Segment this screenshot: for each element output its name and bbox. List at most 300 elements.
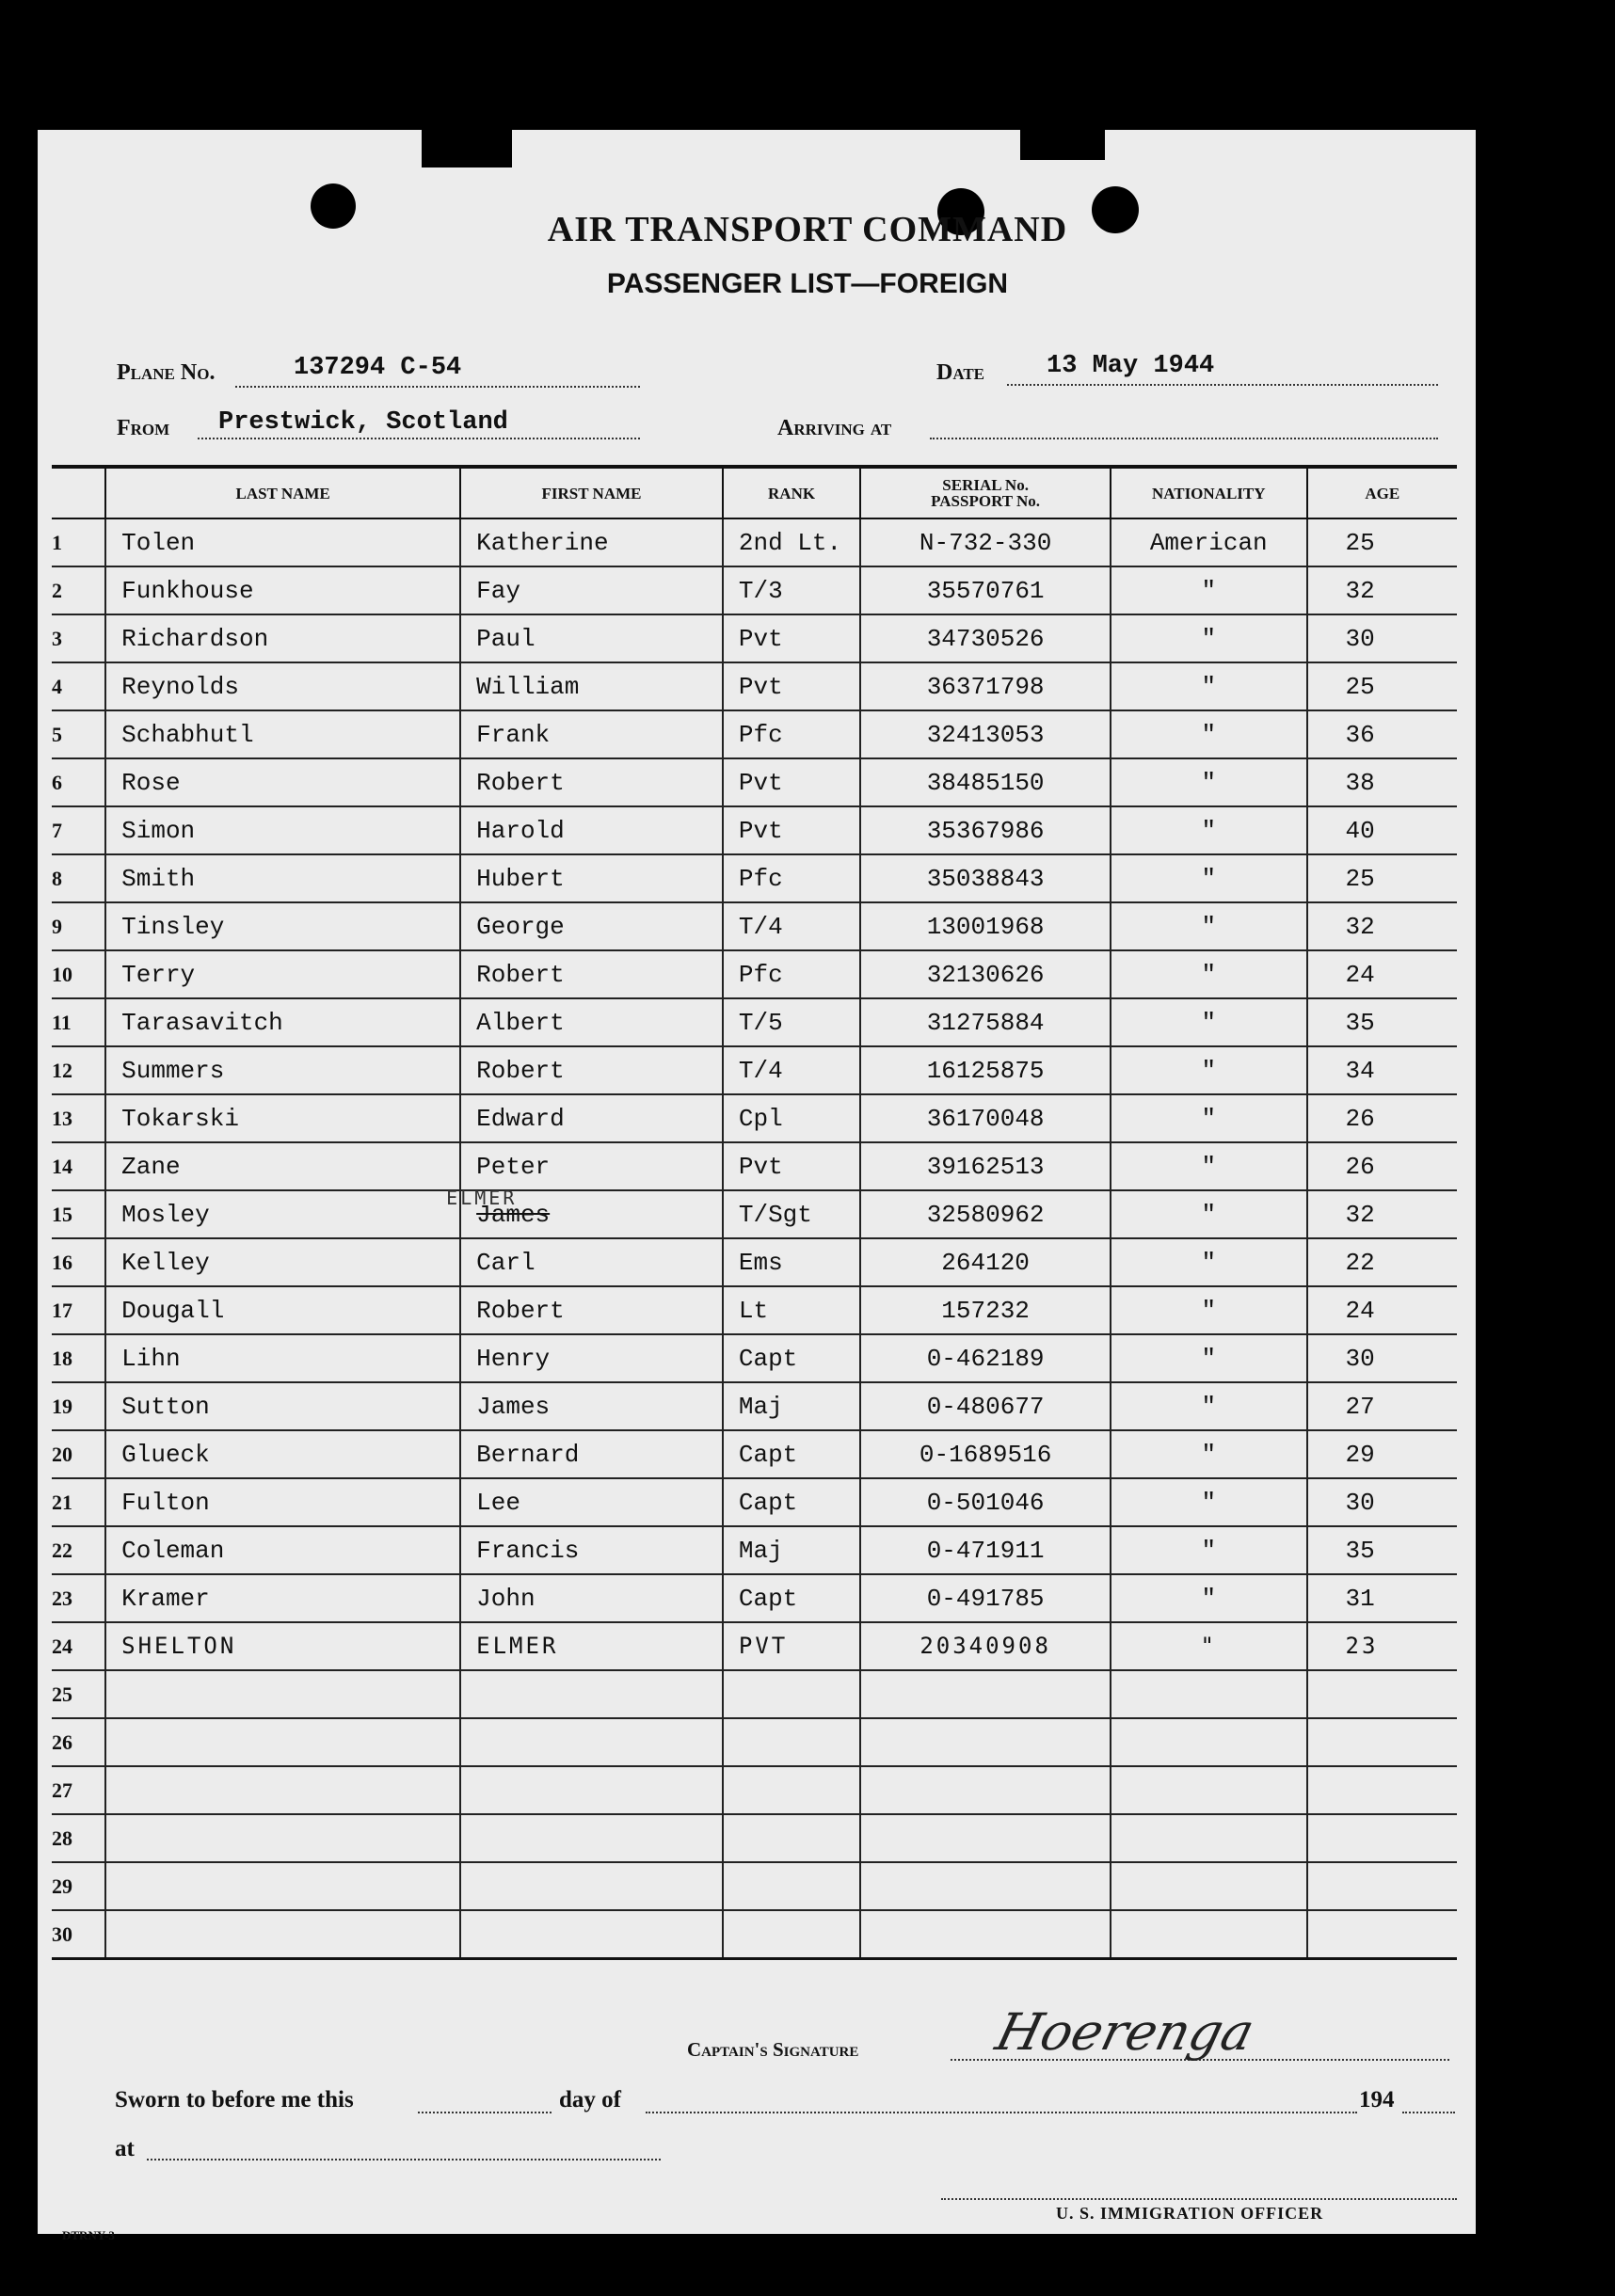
- cell-rank-text: T/4: [738, 1056, 783, 1085]
- table-row: [52, 1094, 1457, 1142]
- table-row: [52, 1334, 1457, 1382]
- cell-nationality: [1111, 1142, 1307, 1190]
- cell-age-text: 32: [1345, 912, 1375, 941]
- cell-serial-text: 34730526: [926, 624, 1045, 653]
- cell-first-name: [460, 1478, 723, 1526]
- cell-last-name: [105, 1142, 460, 1190]
- cell-first-name: [460, 902, 723, 950]
- cell-age: [1307, 1766, 1457, 1814]
- cell-nationality: [1111, 1574, 1307, 1622]
- row-number-text: 19: [52, 1394, 72, 1418]
- row-number: [52, 1382, 105, 1430]
- cell-age: [1307, 1094, 1457, 1142]
- captain-signature-label: Captain's Signature: [687, 2038, 859, 2061]
- cell-serial: [860, 1238, 1111, 1286]
- row-number-text: 6: [52, 770, 62, 794]
- cell-rank-text: Maj: [738, 1536, 783, 1565]
- cell-age-text: 30: [1345, 1344, 1375, 1373]
- row-number: [52, 662, 105, 710]
- cell-first-name: [460, 566, 723, 614]
- cell-last-name-text: Summers: [121, 1056, 225, 1085]
- row-number: [52, 1718, 105, 1766]
- cell-nationality-text: ": [1201, 1200, 1217, 1229]
- row-number-text: 20: [52, 1442, 72, 1466]
- row-number: [52, 1142, 105, 1190]
- table-row: [52, 998, 1457, 1046]
- table-row: [52, 518, 1457, 566]
- cell-last-name: [105, 1478, 460, 1526]
- row-number-text: 3: [52, 626, 62, 650]
- row-number-text: 30: [52, 1921, 72, 1946]
- cell-nationality-text: ": [1200, 1632, 1217, 1659]
- row-number-text: 14: [52, 1154, 72, 1178]
- cell-rank: [723, 1670, 860, 1718]
- cell-last-name: [105, 1238, 460, 1286]
- row-number: [52, 1910, 105, 1959]
- cell-serial: [860, 1142, 1111, 1190]
- row-number-text: 5: [52, 722, 62, 746]
- row-number: [52, 710, 105, 758]
- cell-last-name-text: Tolen: [121, 528, 196, 557]
- col-age: AGE: [1307, 467, 1457, 518]
- cell-first-name-text: Robert: [476, 768, 565, 797]
- cell-first-name-text: Edward: [476, 1104, 565, 1133]
- cell-first-name: [460, 1382, 723, 1430]
- row-number: [52, 1862, 105, 1910]
- cell-rank-text: Pvt: [738, 672, 783, 701]
- cell-last-name: [105, 662, 460, 710]
- cell-serial: [860, 1622, 1111, 1670]
- cell-rank-text: Capt: [738, 1584, 798, 1613]
- officer-label: U. S. IMMIGRATION OFFICER: [1056, 2204, 1324, 2223]
- cell-serial: [860, 1670, 1111, 1718]
- cell-serial: [860, 1526, 1111, 1574]
- cell-age-text: 34: [1345, 1056, 1375, 1085]
- cell-last-name-text: Schabhutl: [121, 720, 254, 749]
- cell-nationality: [1111, 710, 1307, 758]
- cell-first-name-text: James: [476, 1200, 551, 1229]
- cell-first-name: [460, 1142, 723, 1190]
- cell-last-name-text: Lihn: [121, 1344, 181, 1373]
- cell-age: [1307, 1718, 1457, 1766]
- cell-age: [1307, 902, 1457, 950]
- table-row: [52, 1670, 1457, 1718]
- row-number: [52, 806, 105, 854]
- cell-first-name: [446, 1186, 723, 1238]
- cell-age: [1307, 1910, 1457, 1959]
- cell-nationality-text: ": [1201, 1488, 1217, 1517]
- cell-rank-text: T/Sgt: [738, 1200, 812, 1229]
- table-row: [52, 806, 1457, 854]
- cell-age-text: 32: [1345, 1200, 1375, 1229]
- cell-last-name: [105, 1526, 460, 1574]
- cell-nationality: [1111, 854, 1307, 902]
- table-row: [52, 1478, 1457, 1526]
- cell-nationality: [1111, 1670, 1307, 1718]
- table-row: [52, 1238, 1457, 1286]
- cell-serial-text: 0-491785: [926, 1584, 1045, 1613]
- cell-first-name: [460, 758, 723, 806]
- cell-rank: [723, 1766, 860, 1814]
- cell-nationality-text: ": [1201, 672, 1217, 701]
- cell-first-name: [460, 854, 723, 902]
- cell-serial: [860, 1718, 1111, 1766]
- row-number-text: 21: [52, 1490, 72, 1514]
- cell-serial-text: 0-501046: [926, 1488, 1045, 1517]
- cell-first-name: [460, 1766, 723, 1814]
- cell-first-name: [460, 1670, 723, 1718]
- cell-serial: [860, 1430, 1111, 1478]
- cell-rank: [723, 1718, 860, 1766]
- from-underline: [198, 438, 640, 439]
- cell-rank-text: Ems: [738, 1248, 783, 1277]
- cell-rank: [723, 950, 860, 998]
- table-row: [52, 1046, 1457, 1094]
- row-number-text: 8: [52, 866, 62, 890]
- cell-rank: [723, 1910, 860, 1959]
- cell-last-name: [105, 1286, 460, 1334]
- cell-last-name-text: Terry: [121, 960, 196, 989]
- cell-last-name: [105, 1862, 460, 1910]
- cell-nationality: [1111, 566, 1307, 614]
- cell-nationality-text: ": [1201, 1584, 1217, 1613]
- cell-serial: [860, 902, 1111, 950]
- row-number: [52, 998, 105, 1046]
- cell-last-name-text: Smith: [121, 864, 196, 893]
- cell-last-name: [105, 758, 460, 806]
- form-subtitle: PASSENGER LIST—FOREIGN: [606, 268, 1009, 299]
- col-last-name: LAST NAME: [105, 467, 460, 518]
- cell-rank-text: Capt: [738, 1488, 798, 1517]
- row-number-text: 2: [52, 578, 62, 602]
- form-code: DTRNY-3: [62, 2228, 115, 2242]
- table-row: [52, 710, 1457, 758]
- binder-tab-left: [422, 124, 512, 167]
- cell-rank-text: PVT: [738, 1632, 789, 1659]
- cell-age: [1307, 998, 1457, 1046]
- cell-age-text: 26: [1345, 1152, 1375, 1181]
- cell-rank: [723, 1286, 860, 1334]
- row-number: [52, 1622, 105, 1670]
- cell-age-text: 30: [1345, 624, 1375, 653]
- cell-last-name: [105, 1382, 460, 1430]
- row-number-text: 22: [52, 1538, 72, 1562]
- month-line: [646, 2112, 1357, 2113]
- cell-age: [1307, 566, 1457, 614]
- cell-first-name: [460, 662, 723, 710]
- cell-first-name: [460, 1286, 723, 1334]
- cell-rank-text: 2nd Lt.: [738, 528, 842, 557]
- arriving-label: Arriving at: [777, 416, 892, 440]
- cell-serial-text: 13001968: [926, 912, 1045, 941]
- cell-last-name: [105, 1622, 460, 1670]
- cell-age: [1307, 1286, 1457, 1334]
- table-row: [52, 1286, 1457, 1334]
- cell-first-name-text: ELMER: [476, 1632, 559, 1659]
- cell-last-name: [105, 806, 460, 854]
- cell-rank: [723, 614, 860, 662]
- at-label: at: [115, 2136, 135, 2161]
- cell-last-name: [105, 854, 460, 902]
- cell-age-text: 25: [1345, 864, 1375, 893]
- cell-rank: [723, 854, 860, 902]
- cell-nationality: [1111, 1910, 1307, 1959]
- cell-nationality: [1111, 1766, 1307, 1814]
- cell-age-text: 22: [1345, 1248, 1375, 1277]
- cell-last-name-text: Sutton: [121, 1392, 210, 1421]
- cell-age-text: 24: [1345, 1296, 1375, 1325]
- cell-age: [1307, 1142, 1457, 1190]
- cell-serial: [860, 950, 1111, 998]
- cell-nationality: [1111, 998, 1307, 1046]
- row-number-text: 15: [52, 1202, 72, 1226]
- plane-underline: [235, 386, 640, 388]
- row-number-text: 4: [52, 674, 62, 698]
- table-row: [52, 902, 1457, 950]
- cell-serial-text: 31275884: [926, 1008, 1045, 1037]
- cell-first-name: [460, 1430, 723, 1478]
- table-row: [52, 1622, 1457, 1670]
- cell-serial-text: N-732-330: [919, 528, 1052, 557]
- cell-age-text: 38: [1345, 768, 1375, 797]
- cell-age-text: 31: [1345, 1584, 1375, 1613]
- cell-rank: [723, 1478, 860, 1526]
- row-number: [52, 1766, 105, 1814]
- cell-last-name-text: Glueck: [121, 1440, 210, 1469]
- cell-last-name: [105, 710, 460, 758]
- cell-last-name: [105, 1766, 460, 1814]
- row-number-text: 25: [52, 1682, 72, 1706]
- cell-nationality-text: ": [1201, 1536, 1217, 1565]
- cell-last-name: [105, 998, 460, 1046]
- table-row: [52, 1910, 1457, 1959]
- cell-last-name-text: Simon: [121, 816, 196, 845]
- row-number: [52, 614, 105, 662]
- cell-rank: [723, 758, 860, 806]
- cell-age: [1307, 1238, 1457, 1286]
- cell-last-name-text: Rose: [121, 768, 181, 797]
- cell-rank: [723, 1190, 860, 1238]
- col-serial-passport: [860, 467, 1111, 518]
- row-number: [52, 1334, 105, 1382]
- row-number-text: 24: [52, 1634, 72, 1658]
- cell-nationality: [1111, 518, 1307, 566]
- cell-nationality: [1111, 1190, 1307, 1238]
- cell-age-text: 23: [1345, 1632, 1379, 1659]
- cell-age: [1307, 614, 1457, 662]
- cell-nationality-text: ": [1201, 864, 1217, 893]
- cell-last-name: [105, 614, 460, 662]
- col-nationality: NATIONALITY: [1111, 467, 1307, 518]
- date-underline: [1007, 384, 1438, 386]
- cell-serial: [860, 1190, 1111, 1238]
- cell-age: [1307, 1622, 1457, 1670]
- cell-rank: [723, 1814, 860, 1862]
- cell-last-name: [105, 1190, 460, 1238]
- cell-age: [1307, 1526, 1457, 1574]
- cell-serial-text: 32580962: [926, 1200, 1045, 1229]
- cell-age: [1307, 1430, 1457, 1478]
- cell-serial: [860, 854, 1111, 902]
- cell-age: [1307, 1814, 1457, 1862]
- cell-age: [1307, 806, 1457, 854]
- table-row: [52, 1142, 1457, 1190]
- cell-first-name-text: Frank: [476, 720, 551, 749]
- row-number: [52, 950, 105, 998]
- cell-last-name-text: Fulton: [121, 1488, 210, 1517]
- col-serial: SERIAL No.: [942, 476, 1029, 494]
- cell-first-name-text: Katherine: [476, 528, 609, 557]
- cell-age: [1307, 1862, 1457, 1910]
- row-number-text: 26: [52, 1730, 72, 1754]
- cell-nationality-text: ": [1201, 1056, 1217, 1085]
- cell-nationality: [1111, 662, 1307, 710]
- plane-label: Plane No.: [117, 360, 216, 385]
- cell-rank: [723, 1862, 860, 1910]
- cell-nationality-text: ": [1201, 1440, 1217, 1469]
- cell-nationality-text: ": [1201, 768, 1217, 797]
- cell-age: [1307, 518, 1457, 566]
- row-number-text: 28: [52, 1826, 72, 1850]
- cell-nationality: [1111, 1046, 1307, 1094]
- cell-nationality-text: ": [1201, 1008, 1217, 1037]
- cell-rank-text: T/5: [738, 1008, 783, 1037]
- row-number: [52, 1238, 105, 1286]
- cell-last-name: [105, 950, 460, 998]
- row-number-text: 23: [52, 1586, 72, 1610]
- cell-nationality: [1111, 1718, 1307, 1766]
- at-line: [147, 2159, 661, 2160]
- table-row: [52, 1862, 1457, 1910]
- cell-last-name: [105, 1718, 460, 1766]
- from-label: From: [117, 416, 170, 440]
- table-row: [52, 1718, 1457, 1766]
- row-number-text: 13: [52, 1106, 72, 1130]
- cell-nationality-text: ": [1201, 1296, 1217, 1325]
- cell-first-name: [460, 806, 723, 854]
- col-passport: PASSPORT No.: [931, 492, 1041, 510]
- cell-rank-text: Capt: [738, 1344, 798, 1373]
- cell-nationality: [1111, 902, 1307, 950]
- cell-serial: [860, 1910, 1111, 1959]
- cell-first-name-text: Albert: [476, 1008, 565, 1037]
- table-row: [52, 662, 1457, 710]
- cell-serial-text: 0-471911: [926, 1536, 1045, 1565]
- cell-serial-text: 20340908: [919, 1632, 1051, 1659]
- row-number-text: 1: [52, 530, 62, 554]
- cell-last-name: [105, 1430, 460, 1478]
- cell-age: [1307, 1382, 1457, 1430]
- cell-first-name: [460, 614, 723, 662]
- row-number: [52, 854, 105, 902]
- cell-nationality-text: ": [1201, 912, 1217, 941]
- table-row: [52, 1430, 1457, 1478]
- cell-nationality: [1111, 1862, 1307, 1910]
- officer-signature-line: [941, 2198, 1457, 2200]
- cell-nationality: [1111, 1526, 1307, 1574]
- cell-rank-text: Pvt: [738, 768, 783, 797]
- cell-first-name: [460, 1046, 723, 1094]
- cell-rank: [723, 1142, 860, 1190]
- cell-first-name-text: Carl: [476, 1248, 536, 1277]
- cell-first-name: [460, 1862, 723, 1910]
- cell-serial: [860, 758, 1111, 806]
- table-row: [52, 1814, 1457, 1862]
- sworn-label: Sworn to before me this: [115, 2087, 354, 2113]
- cell-serial-text: 16125875: [926, 1056, 1045, 1085]
- cell-first-name: [460, 1718, 723, 1766]
- cell-serial: [860, 1574, 1111, 1622]
- cell-serial-text: 36170048: [926, 1104, 1045, 1133]
- cell-age-text: 40: [1345, 816, 1375, 845]
- cell-last-name: [105, 1574, 460, 1622]
- cell-serial: [860, 1382, 1111, 1430]
- cell-age-text: 35: [1345, 1536, 1375, 1565]
- cell-first-name: [460, 1526, 723, 1574]
- table-row: [52, 758, 1457, 806]
- plane-value: 137294 C-54: [294, 354, 462, 382]
- cell-age-text: 26: [1345, 1104, 1375, 1133]
- cell-first-name-text: George: [476, 912, 565, 941]
- from-value: Prestwick, Scotland: [218, 408, 508, 437]
- cell-nationality: [1111, 806, 1307, 854]
- cell-first-name-text: Henry: [476, 1344, 551, 1373]
- cell-serial: [860, 1334, 1111, 1382]
- cell-rank-text: Cpl: [738, 1104, 783, 1133]
- cell-last-name-text: Coleman: [121, 1536, 225, 1565]
- row-number: [52, 1526, 105, 1574]
- cell-rank: [723, 1046, 860, 1094]
- cell-nationality-text: ": [1201, 1392, 1217, 1421]
- cell-last-name-text: Kramer: [121, 1584, 210, 1613]
- table-row: [52, 1382, 1457, 1430]
- row-number-text: 7: [52, 818, 62, 842]
- cell-last-name: [105, 1814, 460, 1862]
- cell-first-name-text: Harold: [476, 816, 565, 845]
- table-row: [52, 614, 1457, 662]
- table-row: [52, 1766, 1457, 1814]
- cell-rank-text: Pfc: [738, 720, 783, 749]
- cell-serial: [860, 1814, 1111, 1862]
- cell-serial-text: 32130626: [926, 960, 1045, 989]
- cell-rank-text: Capt: [738, 1440, 798, 1469]
- row-number-text: 12: [52, 1058, 72, 1082]
- cell-rank-text: Pvt: [738, 1152, 783, 1181]
- table-row: [52, 1574, 1457, 1622]
- cell-nationality: [1111, 758, 1307, 806]
- col-number: [52, 467, 105, 518]
- cell-last-name: [105, 1046, 460, 1094]
- cell-first-name-text: Hubert: [476, 864, 565, 893]
- cell-nationality-text: ": [1201, 624, 1217, 653]
- cell-first-name-text: John: [476, 1584, 536, 1613]
- cell-last-name-text: Zane: [121, 1152, 181, 1181]
- cell-last-name: [105, 1910, 460, 1959]
- cell-rank-text: Lt: [738, 1296, 769, 1325]
- cell-serial: [860, 1046, 1111, 1094]
- row-number-text: 29: [52, 1873, 72, 1898]
- cell-first-name-text: Lee: [476, 1488, 520, 1517]
- cell-age-text: 36: [1345, 720, 1375, 749]
- cell-nationality: [1111, 950, 1307, 998]
- cell-age: [1307, 1190, 1457, 1238]
- cell-rank: [723, 998, 860, 1046]
- table-row: [52, 854, 1457, 902]
- cell-first-name: [460, 950, 723, 998]
- cell-serial: [860, 710, 1111, 758]
- cell-serial: [860, 1286, 1111, 1334]
- cell-nationality: [1111, 1430, 1307, 1478]
